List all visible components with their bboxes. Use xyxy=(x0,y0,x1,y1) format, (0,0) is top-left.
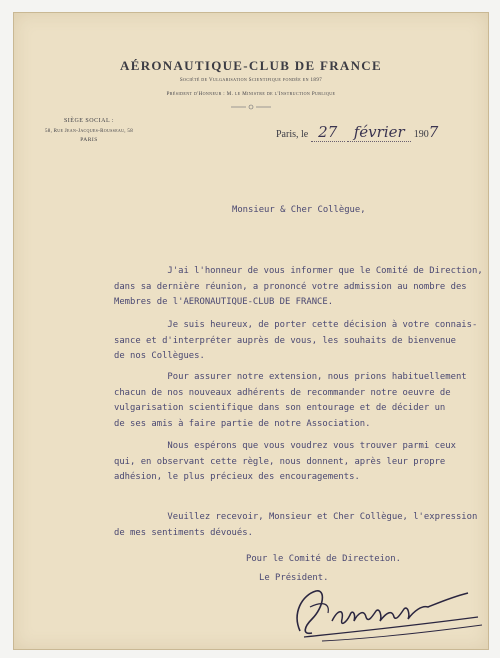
paragraph-4 xyxy=(114,439,456,486)
paragraph-3 xyxy=(114,370,467,432)
paragraph-line: qui, en observant cette règle, nous donnent, après leur propre xyxy=(114,456,446,467)
salutation: Monsieur & Cher Collègue, xyxy=(232,205,366,215)
date-prefix: Paris, le xyxy=(276,129,309,140)
letterhead-subtitle: Société de Vulgarisation Scientifique fondée en 1897 xyxy=(179,78,323,83)
address-label: SIÈGE SOCIAL : xyxy=(63,118,115,124)
date-line xyxy=(276,123,438,142)
paragraph-line: adhésion, le plus précieux des encouragements. xyxy=(114,472,360,482)
paragraph-line: J'ai l'honneur de vous informer que le Comité de Direction, xyxy=(114,266,483,276)
address-city: PARIS xyxy=(80,137,98,143)
letter-sheet xyxy=(13,12,489,650)
paragraph-line: Veuillez recevoir, Monsieur et Cher Collègue, l'expression xyxy=(114,512,478,522)
paragraph-2 xyxy=(114,318,477,365)
paragraph-5 xyxy=(114,510,477,541)
paragraph-line: Membres de l'AERONAUTIQUE-CLUB DE FRANCE. xyxy=(114,297,334,307)
address-street: 58, Rue Jean-Jacques-Rousseau, 58 xyxy=(44,129,134,134)
closing-committee: Pour le Comité de Directeion. xyxy=(246,554,401,564)
date-year-prefix: 190 xyxy=(413,129,429,140)
paragraph-line: Pour assurer notre extension, nous prions habituellement xyxy=(114,372,467,382)
date-month: février xyxy=(347,123,411,142)
paragraph-line: de ses amis à faire partie de notre Association. xyxy=(114,418,371,429)
date-day: 27 xyxy=(311,123,345,142)
ornament-divider xyxy=(231,104,271,110)
paragraph-line: vulgarisation scientifique dans son entourage et de décider un xyxy=(114,403,446,413)
paragraph-line: de mes sentiments dévoués. xyxy=(114,527,253,538)
letterhead-president: Président d'Honneur : M. le Ministre de l'Instruction Publique xyxy=(166,92,336,97)
handwritten-signature xyxy=(282,573,492,645)
paragraph-line: chacun de nos nouveaux adhérents de recommander notre oeuvre de xyxy=(114,387,451,398)
closing-role: Le Président. xyxy=(259,573,329,583)
paragraph-line: Nous espérons que vous voudrez vous trouver parmi ceux xyxy=(114,441,456,451)
date-year-suffix: 7 xyxy=(428,123,439,141)
paragraph-line: Je suis heureux, de porter cette décision à votre connais- xyxy=(114,320,478,330)
paragraph-line: dans sa dernière réunion, a prononcé votre admission au nombre des xyxy=(114,281,467,292)
paragraph-line: de nos Collègues. xyxy=(114,351,205,361)
paragraph-line: sance et d'interpréter auprès de vous, les souhaits de bienvenue xyxy=(114,335,456,346)
letterhead-title: AÉRONAUTIQUE-CLUB DE FRANCE xyxy=(120,58,382,73)
paragraph-1 xyxy=(114,264,483,311)
